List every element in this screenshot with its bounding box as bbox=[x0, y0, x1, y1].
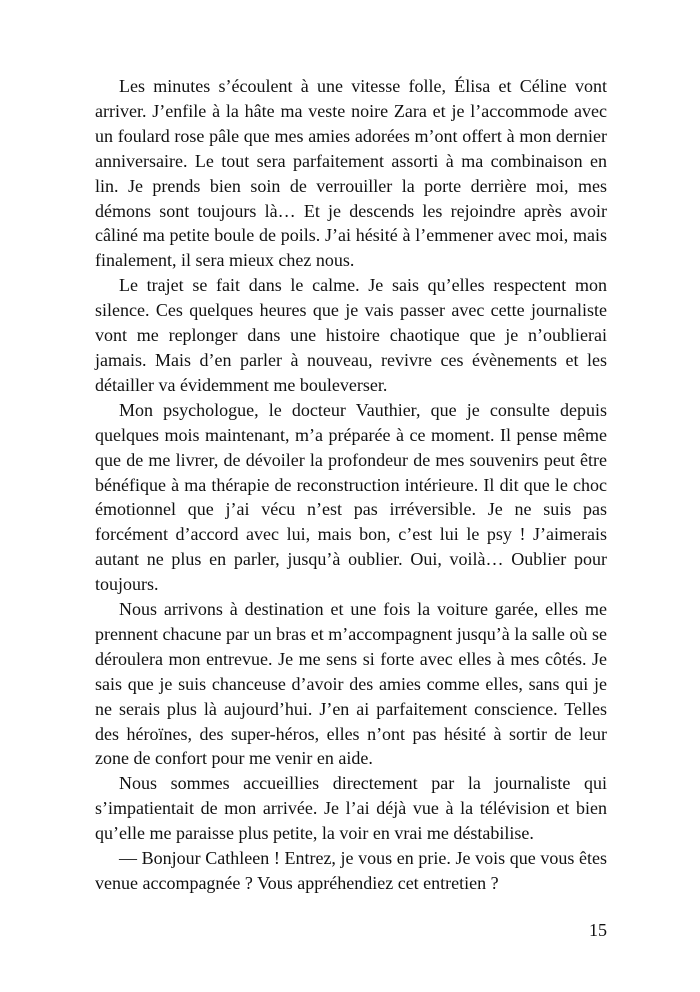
paragraph-2: Le trajet se fait dans le calme. Je sais qu’elles respectent mon silence. Ces quelques heures que je vais passer avec cette journaliste vont me replonger dans une histoire chaotique que je n’oublierai jamais. Mais d’en parler à nouveau, revivre ces évènements et les détailler va évidemment me bouleverser. bbox=[95, 275, 607, 395]
dialogue-line: — Bonjour Cathleen ! Entrez, je vous en prie. Je vois que vous êtes venue accompagnée ? Vous appréhendiez cet entretien ? bbox=[95, 848, 607, 893]
paragraph-5: Nous sommes accueillies directement par la journaliste qui s’impatientait de mon arrivée. Je l’ai déjà vue à la télévision et bien qu’elle me paraisse plus petite, la voir en vrai me déstabilise. bbox=[95, 773, 607, 844]
body-text bbox=[95, 74, 607, 896]
paragraph-4: Nous arrivons à destination et une fois la voiture garée, elles me prennent chacune par un bras et m’accompagnent jusqu’à la salle où se déroulera mon entrevue. Je me sens si forte avec elles à mes côtés. Je sais que je suis chanceuse d’avoir des amies comme elles, sans qui je ne serais plus là aujourd’hui. J’en ai parfaitement conscience. Telles des héroïnes, des super-héros, elles n’ont pas hésité à sortir de leur zone de confort pour me venir en aide. bbox=[95, 599, 607, 769]
page-number: 15 bbox=[589, 920, 607, 940]
paragraph-1: Les minutes s’écoulent à une vitesse folle, Élisa et Céline vont arriver. J’enfile à la hâte ma veste noire Zara et je l’accommode avec un foulard rose pâle que mes amies adorées m’ont offert à mon dernier anniversaire. Le tout sera parfaitement assorti à ma combinaison en lin. Je prends bien soin de verrouiller la porte derrière moi, mes démons sont toujours là… Et je descends les rejoindre après avoir câliné ma petite boule de poils. J’ai hésité à l’emmener avec moi, mais finalement, il sera mieux chez nous. bbox=[95, 76, 607, 271]
paragraph-3: Mon psychologue, le docteur Vauthier, que je consulte depuis quelques mois maintenant, m’a préparée à ce moment. Il pense même que de me livrer, de dévoiler la profondeur de mes souvenirs peut être bénéfique à ma thérapie de reconstruction intérieure. Il dit que le choc émotionnel que j’ai vécu n’est pas irréversible. Je ne suis pas forcément d’accord avec lui, mais bon, c’est lui le psy ! J’aimerais autant ne plus en parler, jusqu’à oublier. Oui, voilà… Oublier pour toujours. bbox=[95, 399, 607, 595]
